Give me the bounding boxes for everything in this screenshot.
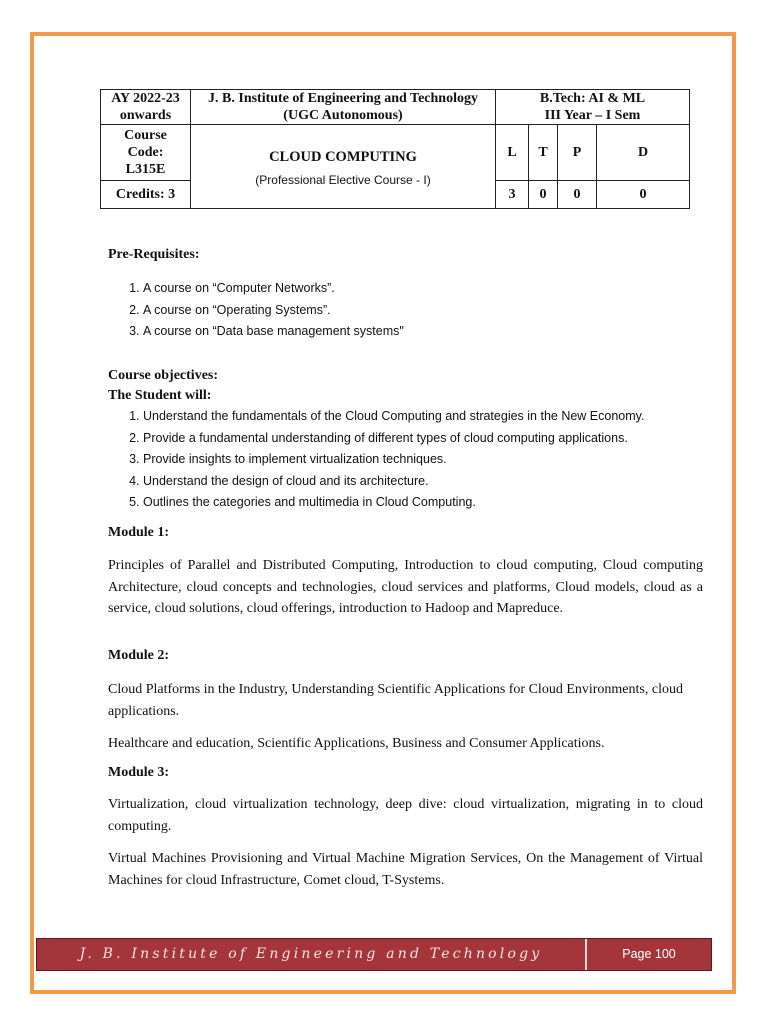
academic-year-onwards: onwards xyxy=(119,108,172,123)
l-value: 3 xyxy=(496,181,529,209)
course-header-table xyxy=(100,89,690,209)
page-number: Page 100 xyxy=(622,947,676,961)
module2-heading: Module 2: xyxy=(108,648,170,663)
objectives-list xyxy=(108,406,644,514)
course-code-cell xyxy=(101,125,191,181)
course-code: L315E xyxy=(125,162,166,177)
prereq-heading: Pre-Requisites: xyxy=(108,247,200,262)
p-label: P xyxy=(558,125,597,181)
program-semester: III Year – I Sem xyxy=(544,108,641,123)
academic-year: AY 2022-23 xyxy=(111,91,180,106)
p-value: 0 xyxy=(558,181,597,209)
module1-text: Principles of Parallel and Distributed Computing, Introduction to cloud computing, Cloud computing Architecture, cloud concepts and technologies, cloud services and platforms, Cloud models, cloud as a service, cloud solutions, cloud offerings, introduction to Hadoop and Mapreduce. xyxy=(108,558,703,616)
credits: Credits: 3 xyxy=(101,181,191,209)
course-title: CLOUD COMPUTING xyxy=(269,149,417,165)
module3-heading: Module 3: xyxy=(108,765,170,780)
objectives-heading: Course objectives: xyxy=(108,368,219,383)
list-item: 1. Understand the fundamentals of the Cloud Computing and strategies in the New Economy. xyxy=(143,406,644,428)
course-subtitle: (Professional Elective Course - I) xyxy=(255,173,431,187)
program-name: B.Tech: AI & ML xyxy=(539,91,646,106)
t-value: 0 xyxy=(529,181,558,209)
module3-text-2: Virtual Machines Provisioning and Virtual Machine Migration Services, On the Management of Virtual Machines for cloud Infrastructure, Comet cloud, T-Systems. xyxy=(108,851,703,888)
list-item: 1. A course on “Computer Networks”. xyxy=(143,278,404,300)
course-code-label: Course xyxy=(124,128,167,143)
page-footer xyxy=(36,938,712,971)
t-label: T xyxy=(529,125,558,181)
module2-text-2: Healthcare and education, Scientific Applications, Business and Consumer Applications. xyxy=(108,736,605,751)
d-label: D xyxy=(597,125,690,181)
l-label: L xyxy=(496,125,529,181)
footer-institute: J. B. Institute of Engineering and Technology xyxy=(37,939,587,970)
list-item: 3. Provide insights to implement virtualization techniques. xyxy=(143,449,644,471)
course-title-cell xyxy=(191,125,496,209)
list-item: 2. A course on “Operating Systems”. xyxy=(143,300,404,322)
institute-name: J. B. Institute of Engineering and Technology xyxy=(208,91,478,106)
objectives-subheading: The Student will: xyxy=(108,388,212,403)
course-code-label-2: Code: xyxy=(127,145,164,160)
list-item: 5. Outlines the categories and multimedia in Cloud Computing. xyxy=(143,492,644,514)
institute-cell xyxy=(191,90,496,125)
prereq-list xyxy=(108,278,404,343)
institute-status: (UGC Autonomous) xyxy=(283,108,403,123)
academic-year-cell xyxy=(101,90,191,125)
d-value: 0 xyxy=(597,181,690,209)
module1-heading: Module 1: xyxy=(108,525,170,540)
list-item: 3. A course on “Data base management systems" xyxy=(143,321,404,343)
module2-text: Cloud Platforms in the Industry, Understanding Scientific Applications for Cloud Environments, cloud applications. xyxy=(108,682,683,719)
program-cell xyxy=(496,90,690,125)
list-item: 4. Understand the design of cloud and its architecture. xyxy=(143,471,644,493)
list-item: 2. Provide a fundamental understanding of different types of cloud computing applications. xyxy=(143,428,644,450)
module3-text: Virtualization, cloud virtualization technology, deep dive: cloud virtualization, migrating in to cloud computing. xyxy=(108,797,703,834)
